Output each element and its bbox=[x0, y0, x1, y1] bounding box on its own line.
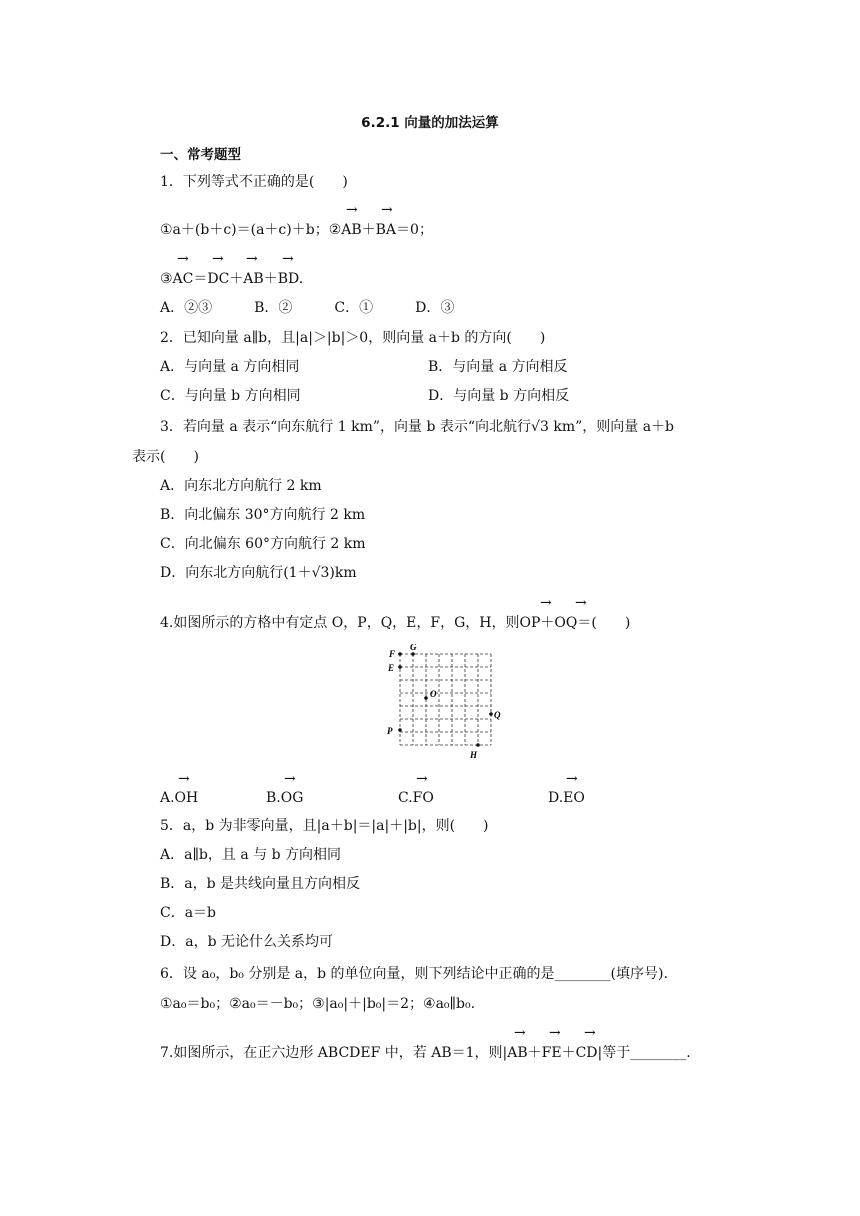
section-heading: 一、常考题型 bbox=[160, 147, 241, 163]
label-o: O bbox=[430, 689, 437, 699]
q4-stem: 4.如图所示的方格中有定点 O，P，Q，E，F，G，H，则OP＋OQ＝( ) bbox=[160, 615, 631, 631]
q7-stem: 7.如图所示，在正六边形 ABCDEF 中，若 AB＝1，则|AB＋FE＋CD|等于________. bbox=[160, 1045, 691, 1061]
q1-stem: 1．下列等式不正确的是( ) bbox=[160, 174, 348, 190]
vector-arrow: → bbox=[282, 251, 294, 267]
label-p: P bbox=[387, 726, 393, 736]
q5-stem: 5．a，b 为非零向量，且|a＋b|＝|a|＋|b|，则( ) bbox=[160, 818, 489, 834]
q2-option-b: B．与向量 a 方向相反 bbox=[428, 359, 568, 375]
vector-arrow: → bbox=[566, 771, 578, 787]
label-f: F bbox=[389, 649, 396, 659]
vector-arrow: → bbox=[346, 202, 358, 218]
q3-option-d: D．向东北方向航行(1＋√3)km bbox=[160, 565, 357, 581]
label-q: Q bbox=[494, 710, 501, 720]
q2-option-a: A．与向量 a 方向相同 bbox=[160, 359, 300, 375]
label-g: G bbox=[410, 644, 417, 652]
q5-option-c: C．a＝b bbox=[160, 905, 217, 921]
q3-stem: 3．若向量 a 表示“向东航行 1 km”，向量 b 表示“向北航行√3 km”，则向量 a＋b bbox=[160, 419, 675, 435]
q4-option-d: D.EO bbox=[548, 790, 585, 806]
point-o bbox=[424, 696, 428, 700]
vector-arrow: → bbox=[381, 202, 393, 218]
q5-option-b: B．a，b 是共线向量且方向相反 bbox=[160, 876, 361, 892]
q1-line2: ③AC＝DC＋AB＋BD. bbox=[160, 271, 304, 287]
q3-stem-cont: 表示( ) bbox=[132, 449, 199, 465]
q5-option-d: D．a，b 无论什么关系均可 bbox=[160, 934, 333, 950]
q5-option-a: A．a∥b，且 a 与 b 方向相同 bbox=[160, 847, 341, 863]
point-g bbox=[411, 652, 415, 656]
q4-option-b: B.OG bbox=[266, 790, 304, 806]
point-h bbox=[476, 743, 480, 747]
point-f bbox=[398, 652, 402, 656]
grid-figure bbox=[382, 644, 502, 764]
vector-arrow: → bbox=[514, 1025, 526, 1041]
q6-line1: ①a₀＝b₀；②a₀＝－b₀；③|a₀|＋|b₀|＝2；④a₀∥b₀. bbox=[160, 996, 476, 1012]
vector-arrow: → bbox=[284, 771, 296, 787]
vector-arrow: → bbox=[246, 251, 258, 267]
q2-option-d: D．与向量 b 方向相反 bbox=[428, 388, 570, 404]
vector-arrow: → bbox=[584, 1025, 596, 1041]
vector-arrow: → bbox=[549, 1025, 561, 1041]
point-e bbox=[398, 665, 402, 669]
q4-option-a: A.OH bbox=[160, 790, 199, 806]
q1-line1: ①a＋(b＋c)＝(a＋c)＋b；②AB＋BA＝0； bbox=[160, 222, 433, 238]
vector-arrow: → bbox=[540, 595, 552, 611]
q3-option-c: C．向北偏东 60°方向航行 2 km bbox=[160, 536, 366, 552]
q3-option-b: B．向北偏东 30°方向航行 2 km bbox=[160, 507, 366, 523]
q2-stem: 2．已知向量 a∥b，且|a|＞|b|＞0，则向量 a＋b 的方向( ) bbox=[160, 330, 546, 346]
point-q bbox=[489, 712, 493, 716]
vector-arrow: → bbox=[177, 251, 189, 267]
vector-arrow: → bbox=[212, 251, 224, 267]
vector-arrow: → bbox=[178, 771, 190, 787]
q3-option-a: A．向东北方向航行 2 km bbox=[160, 478, 322, 494]
vector-arrow: → bbox=[416, 771, 428, 787]
q6-stem: 6．设 a₀，b₀ 分别是 a，b 的单位向量，则下列结论中正确的是________(填序号). bbox=[160, 966, 668, 982]
vector-arrow: → bbox=[575, 595, 587, 611]
q4-option-c: C.FO bbox=[398, 790, 434, 806]
q1-options: A．②③ B．② C．① D．③ bbox=[160, 300, 455, 316]
label-h: H bbox=[470, 750, 478, 760]
point-p bbox=[398, 728, 402, 732]
q2-option-c: C．与向量 b 方向相同 bbox=[160, 388, 301, 404]
label-e: E bbox=[388, 663, 395, 673]
page-title: 6.2.1 向量的加法运算 bbox=[361, 115, 499, 131]
